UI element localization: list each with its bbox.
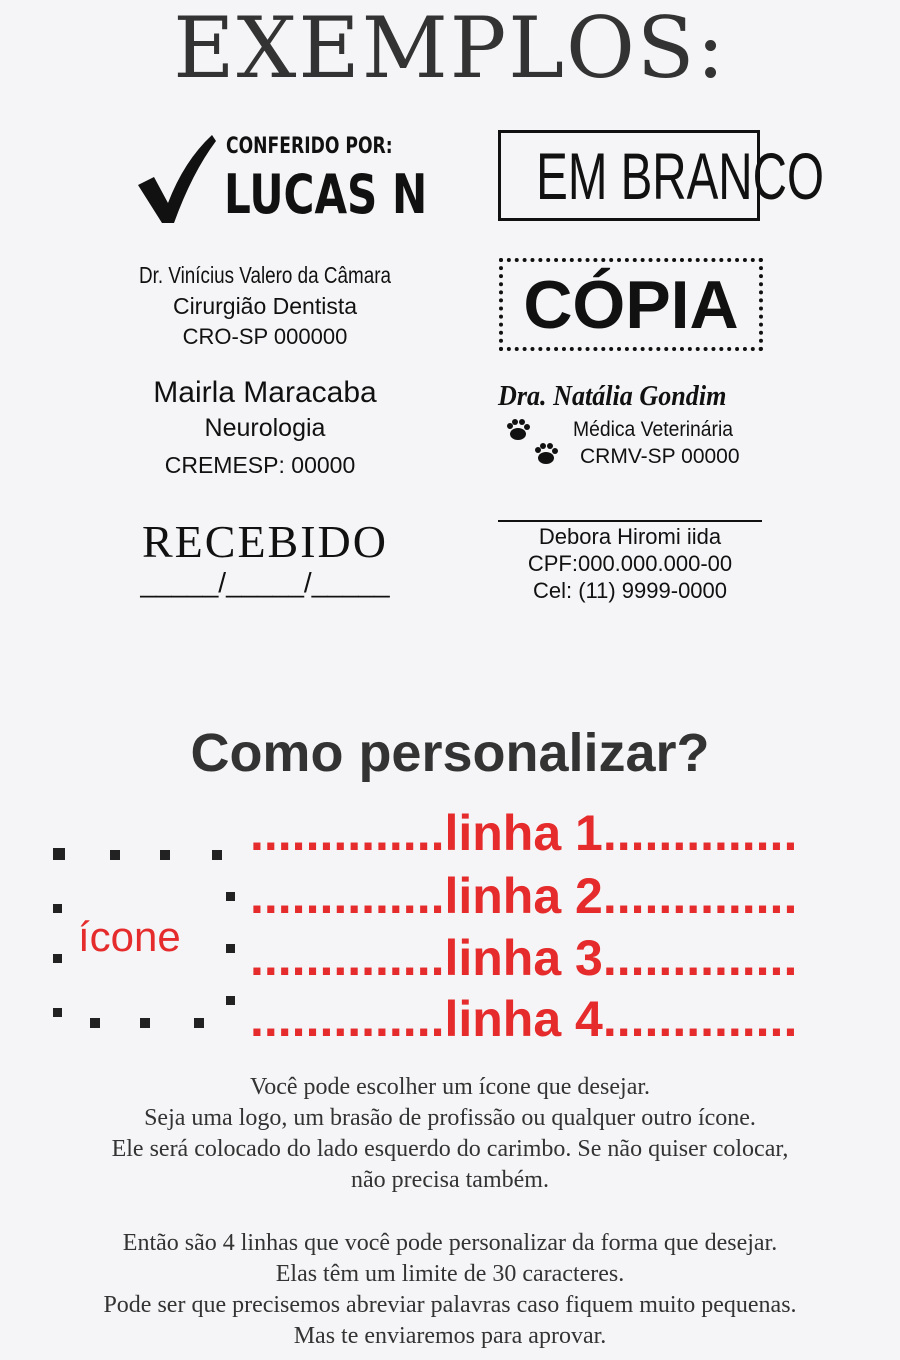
checkmark-icon bbox=[136, 133, 216, 225]
line-2: ..............linha 2.............. bbox=[250, 868, 798, 924]
conferido-label: CONFERIDO POR: bbox=[226, 134, 393, 159]
description-line: Elas têm um limite de 30 caracteres. bbox=[275, 1261, 625, 1287]
conferido-name: LUCAS N bbox=[224, 163, 428, 226]
paw-print-icon bbox=[504, 418, 562, 470]
description-line: Você pode escolher um ícone que desejar. bbox=[249, 1074, 651, 1100]
dentista-cro: CRO-SP 000000 bbox=[182, 324, 348, 349]
dentista-role: Cirurgião Dentista bbox=[172, 293, 358, 319]
icon-label: ícone bbox=[78, 913, 181, 960]
description-line: Ele será colocado do lado esquerdo do carimbo. Se não quiser colocar, bbox=[111, 1136, 789, 1162]
signature-name: Debora Hiromi iida bbox=[538, 524, 722, 549]
neuro-cremesp: CREMESP: 00000 bbox=[164, 452, 356, 478]
description-line: Então são 4 linhas que você pode personalizar da forma que desejar. bbox=[122, 1230, 778, 1256]
description-line: Mas te enviaremos para aprovar. bbox=[293, 1323, 607, 1349]
signature-cpf: CPF:000.000.000-00 bbox=[527, 551, 733, 576]
neuro-role: Neurologia bbox=[204, 414, 326, 442]
neuro-name: Mairla Maracaba bbox=[153, 376, 377, 409]
description-line: Seja uma logo, um brasão de profissão ou qualquer outro ícone. bbox=[144, 1105, 756, 1131]
line-3: ..............linha 3.............. bbox=[250, 930, 798, 986]
vet-crmv: CRMV-SP 00000 bbox=[580, 445, 740, 468]
copia-text: CÓPIA bbox=[523, 267, 739, 343]
signature-phone: Cel: (11) 9999-0000 bbox=[532, 578, 728, 603]
section-title: Como personalizar? bbox=[190, 723, 710, 783]
line-4: ..............linha 4.............. bbox=[250, 991, 798, 1047]
vet-role: Médica Veterinária bbox=[573, 418, 734, 441]
recebido-label: RECEBIDO bbox=[142, 516, 388, 567]
description-line: Pode ser que precisemos abreviar palavras caso fiquem muito pequenas. bbox=[103, 1292, 797, 1318]
description-paragraph-1 bbox=[0, 1072, 900, 1196]
description-line: não precisa também. bbox=[351, 1167, 549, 1193]
line-1: ..............linha 1.............. bbox=[250, 805, 798, 861]
vet-name: Dra. Natália Gondim bbox=[498, 380, 727, 412]
recebido-date: _____/_____/_____ bbox=[140, 567, 390, 598]
signature-line bbox=[498, 520, 762, 522]
em-branco-text: EM BRANCO bbox=[536, 139, 824, 213]
page-title: EXEMPLOS: bbox=[173, 0, 727, 97]
description-paragraph-2 bbox=[0, 1228, 900, 1352]
dentista-name: Dr. Vinícius Valero da Câmara bbox=[139, 262, 391, 288]
